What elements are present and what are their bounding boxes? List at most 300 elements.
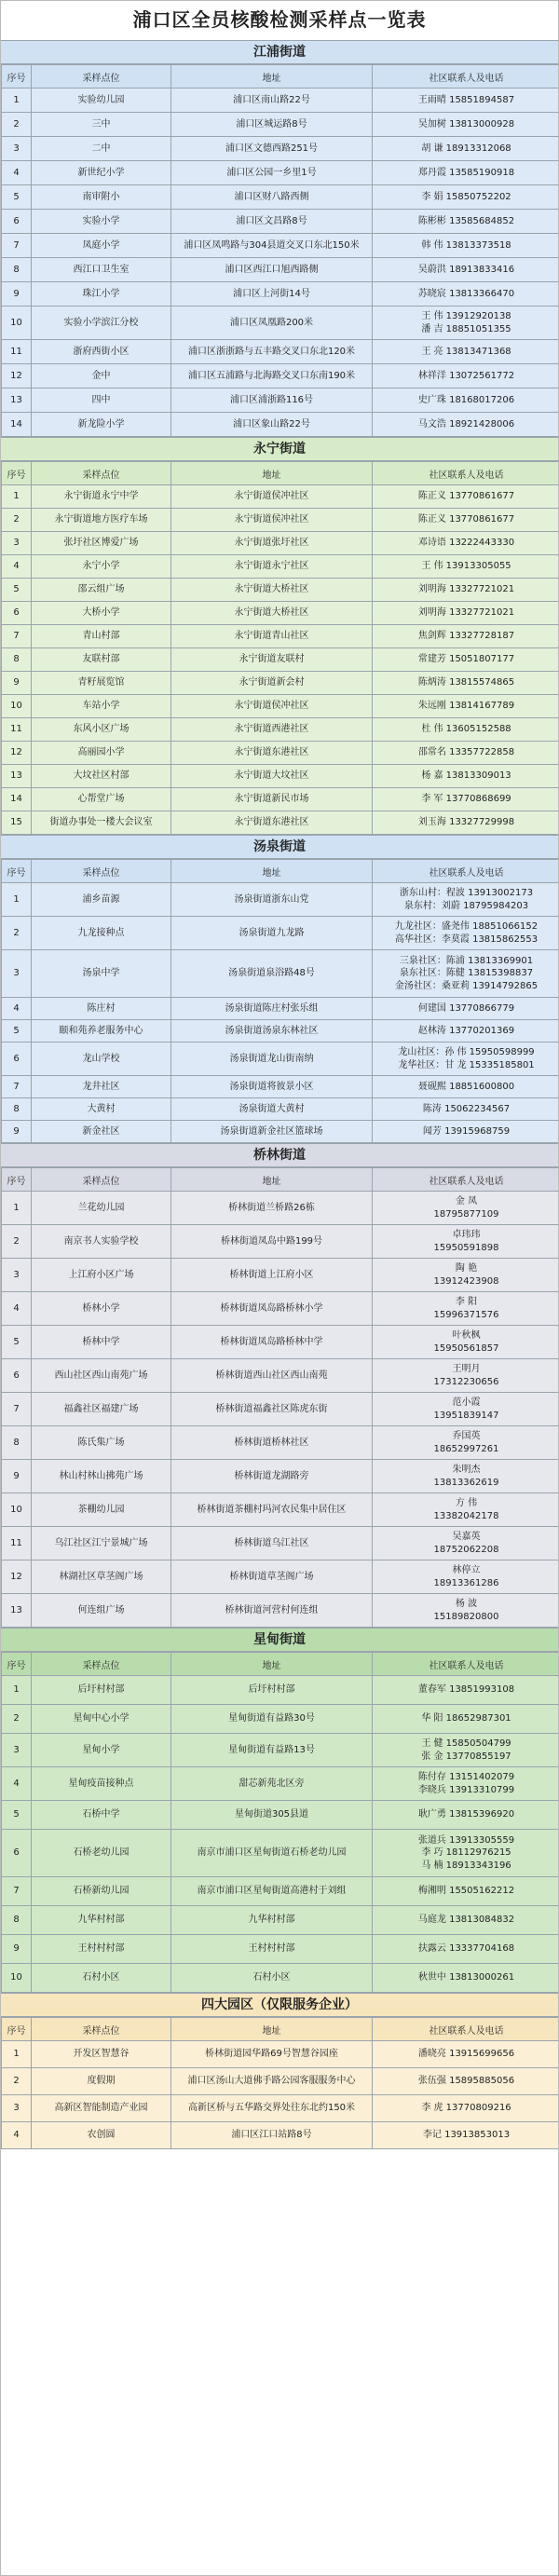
cell-contact: 金 凤 18795877109 xyxy=(373,1192,559,1225)
table-row xyxy=(2,1098,559,1121)
cell-address: 王村村村部 xyxy=(171,1935,373,1964)
cell-no: 5 xyxy=(2,579,32,602)
cell-address: 桥林街道河营村何连组 xyxy=(171,1594,373,1628)
table-row xyxy=(2,258,559,282)
cell-no: 11 xyxy=(2,1527,32,1561)
cell-no: 7 xyxy=(2,1076,32,1098)
table-row xyxy=(2,1043,559,1076)
district-section-tangquan xyxy=(1,835,558,1143)
cell-address: 桥林街道乌江社区 xyxy=(171,1527,373,1561)
cell-no: 3 xyxy=(2,2095,32,2122)
cell-contact: 李 军 13770868699 xyxy=(373,788,559,811)
cell-contact: 何建国 13770866779 xyxy=(373,998,559,1020)
cell-address: 浦口区浦浙路116号 xyxy=(171,388,373,413)
cell-contact: 邓诗语 13222443330 xyxy=(373,532,559,555)
cell-address: 桥林街道草茎阁广场 xyxy=(171,1561,373,1594)
site-table xyxy=(1,461,559,835)
table-row xyxy=(2,998,559,1020)
cell-no: 6 xyxy=(2,210,32,234)
cell-no: 7 xyxy=(2,1877,32,1906)
cell-site: 星甸中心小学 xyxy=(32,1705,171,1734)
cell-address: 桥林街道凤岛路桥林中学 xyxy=(171,1326,373,1359)
cell-contact: 陈付存 13151402079 李晓兵 13913310799 xyxy=(373,1767,559,1801)
table-row xyxy=(2,1326,559,1359)
cell-contact: 九龙社区：盛尧伟 18851066152 高华社区：李莫霞 13815862553 xyxy=(373,917,559,950)
cell-address: 星甸街道305县道 xyxy=(171,1801,373,1830)
cell-contact: 王雨晴 15851894587 xyxy=(373,89,559,113)
table-row xyxy=(2,1527,559,1561)
cell-no: 13 xyxy=(2,388,32,413)
cell-site: 南京书人实验学校 xyxy=(32,1225,171,1259)
cell-no: 11 xyxy=(2,340,32,364)
table-row xyxy=(2,1767,559,1801)
header-address: 地址 xyxy=(171,1168,373,1192)
table-row xyxy=(2,765,559,788)
cell-no: 8 xyxy=(2,648,32,672)
cell-site: 实验幼儿园 xyxy=(32,89,171,113)
cell-contact: 马文浩 18921428006 xyxy=(373,413,559,437)
cell-address: 永宁街道张圩社区 xyxy=(171,532,373,555)
cell-address: 南京市浦口区星甸街道石桥老幼儿园 xyxy=(171,1830,373,1877)
cell-contact: 王 伟 13912920138 潘 吉 18851051355 xyxy=(373,307,559,340)
header-contact: 社区联系人及电话 xyxy=(373,462,559,485)
cell-no: 9 xyxy=(2,1460,32,1493)
cell-site: 度假期 xyxy=(32,2068,171,2095)
header-site: 采样点位 xyxy=(32,65,171,89)
header-no: 序号 xyxy=(2,462,32,485)
cell-site: 大桥小学 xyxy=(32,602,171,625)
cell-no: 10 xyxy=(2,1493,32,1527)
cell-site: 林山村林山拂苑广场 xyxy=(32,1460,171,1493)
cell-contact: 刘明海 13327721021 xyxy=(373,579,559,602)
cell-address: 浦口区南山路22号 xyxy=(171,89,373,113)
cell-site: 兰花幼儿园 xyxy=(32,1192,171,1225)
table-row xyxy=(2,718,559,742)
cell-address: 永宁街道侯冲社区 xyxy=(171,509,373,532)
cell-contact: 方 伟 13382042178 xyxy=(373,1493,559,1527)
cell-site: 新金社区 xyxy=(32,1121,171,1143)
cell-contact: 朱远刚 13814167789 xyxy=(373,695,559,718)
cell-address: 星甸街道有益路13号 xyxy=(171,1734,373,1767)
header-address: 地址 xyxy=(171,462,373,485)
cell-contact: 杜 伟 13605152588 xyxy=(373,718,559,742)
cell-no: 6 xyxy=(2,602,32,625)
table-row xyxy=(2,579,559,602)
table-row xyxy=(2,1676,559,1705)
cell-contact: 卓玮玮 15950591898 xyxy=(373,1225,559,1259)
cell-address: 浦口区文昌路8号 xyxy=(171,210,373,234)
table-row xyxy=(2,364,559,388)
table-row xyxy=(2,388,559,413)
site-table xyxy=(1,1167,559,1628)
cell-address: 高新区桥与五华路交界处往东北约150米 xyxy=(171,2095,373,2122)
cell-no: 2 xyxy=(2,509,32,532)
cell-address: 汤泉街道将彼景小区 xyxy=(171,1076,373,1098)
cell-contact: 刘玉海 13327729998 xyxy=(373,811,559,835)
cell-address: 浦口区五浦路与北海路交叉口东南190米 xyxy=(171,364,373,388)
cell-site: 星甸疫苗接种点 xyxy=(32,1767,171,1801)
header-address: 地址 xyxy=(171,65,373,89)
cell-address: 桥林街道西山社区西山南苑 xyxy=(171,1359,373,1393)
cell-site: 新世纪小学 xyxy=(32,161,171,185)
cell-address: 浦口区象山路22号 xyxy=(171,413,373,437)
cell-contact: 陶 艳 13912423908 xyxy=(373,1259,559,1292)
district-section-parks xyxy=(1,1993,558,2149)
cell-no: 9 xyxy=(2,672,32,695)
cell-site: 浙府西街小区 xyxy=(32,340,171,364)
cell-address: 永宁街道侯冲社区 xyxy=(171,485,373,509)
table-row xyxy=(2,282,559,307)
site-table xyxy=(1,64,559,437)
cell-site: 永宁街道地方医疗车场 xyxy=(32,509,171,532)
cell-site: 何连组广场 xyxy=(32,1594,171,1628)
table-row xyxy=(2,1561,559,1594)
cell-site: 农创圆 xyxy=(32,2122,171,2149)
cell-site: 福鑫社区福建广场 xyxy=(32,1393,171,1426)
cell-site: 九华村村部 xyxy=(32,1906,171,1935)
cell-address: 桥林街道上江府小区 xyxy=(171,1259,373,1292)
cell-site: 四中 xyxy=(32,388,171,413)
table-row xyxy=(2,2068,559,2095)
cell-no: 4 xyxy=(2,161,32,185)
cell-address: 桥林街道龙湖路旁 xyxy=(171,1460,373,1493)
cell-contact: 邵常名 13357722858 xyxy=(373,742,559,765)
table-row xyxy=(2,2041,559,2068)
table-row xyxy=(2,185,559,210)
table-row xyxy=(2,2095,559,2122)
district-section-jiangpu xyxy=(1,40,558,437)
table-header-row xyxy=(2,860,559,883)
cell-address: 星甸街道有益路30号 xyxy=(171,1705,373,1734)
cell-contact: 常建芳 15051807177 xyxy=(373,648,559,672)
cell-address: 桥林街道福鑫社区陈虎东街 xyxy=(171,1393,373,1426)
cell-address: 汤泉街道泉浴路48号 xyxy=(171,950,373,998)
cell-site: 桥林中学 xyxy=(32,1326,171,1359)
header-contact: 社区联系人及电话 xyxy=(373,1168,559,1192)
cell-contact: 李 娟 15850752202 xyxy=(373,185,559,210)
header-contact: 社区联系人及电话 xyxy=(373,860,559,883)
cell-no: 1 xyxy=(2,485,32,509)
table-row xyxy=(2,602,559,625)
cell-address: 永宁街道永宁社区 xyxy=(171,555,373,579)
cell-site: 街道办事处一楼大会议室 xyxy=(32,811,171,835)
cell-no: 6 xyxy=(2,1830,32,1877)
cell-no: 2 xyxy=(2,113,32,137)
cell-address: 永宁街道东港社区 xyxy=(171,742,373,765)
cell-no: 7 xyxy=(2,625,32,648)
cell-no: 3 xyxy=(2,1259,32,1292)
cell-contact: 聂砚熙 18851600800 xyxy=(373,1076,559,1098)
cell-site: 九龙接种点 xyxy=(32,917,171,950)
cell-site: 汤泉中学 xyxy=(32,950,171,998)
cell-contact: 浙东山村：程波 13913002173 泉东村：刘蔚 18795984203 xyxy=(373,883,559,917)
header-no: 序号 xyxy=(2,860,32,883)
district-section-xingdian xyxy=(1,1628,558,1993)
cell-site: 开发区智慧谷 xyxy=(32,2041,171,2068)
table-row xyxy=(2,340,559,364)
cell-site: 新龙险小学 xyxy=(32,413,171,437)
cell-contact: 吴加树 13813000928 xyxy=(373,113,559,137)
table-header-row xyxy=(2,2018,559,2041)
cell-address: 汤泉街道陈庄村张乐组 xyxy=(171,998,373,1020)
cell-site: 心帮堂广场 xyxy=(32,788,171,811)
cell-site: 石村小区 xyxy=(32,1964,171,1993)
table-row xyxy=(2,1877,559,1906)
cell-address: 永宁街道青山社区 xyxy=(171,625,373,648)
cell-contact: 吴蔚洪 18913833416 xyxy=(373,258,559,282)
cell-no: 9 xyxy=(2,1935,32,1964)
cell-address: 永宁街道东港社区 xyxy=(171,811,373,835)
table-row xyxy=(2,161,559,185)
site-table xyxy=(1,2017,559,2149)
table-row xyxy=(2,1801,559,1830)
table-header-row xyxy=(2,1168,559,1192)
cell-contact: 耿广勇 13815396920 xyxy=(373,1801,559,1830)
site-table xyxy=(1,859,559,1143)
district-section-qiaolin xyxy=(1,1143,558,1628)
cell-no: 10 xyxy=(2,307,32,340)
cell-address: 浦口区浙浙路与五丰路交叉口东北120米 xyxy=(171,340,373,364)
cell-no: 2 xyxy=(2,1225,32,1259)
table-row xyxy=(2,1460,559,1493)
cell-site: 陈庄村 xyxy=(32,998,171,1020)
cell-no: 1 xyxy=(2,2041,32,2068)
cell-site: 青山村部 xyxy=(32,625,171,648)
cell-no: 8 xyxy=(2,1426,32,1460)
cell-no: 13 xyxy=(2,765,32,788)
cell-site: 张圩社区博爱广场 xyxy=(32,532,171,555)
cell-no: 5 xyxy=(2,1326,32,1359)
cell-no: 12 xyxy=(2,1561,32,1594)
cell-contact: 焦剑辉 13327728187 xyxy=(373,625,559,648)
cell-site: 大黄村 xyxy=(32,1098,171,1121)
cell-contact: 王明月 17312230656 xyxy=(373,1359,559,1393)
cell-contact: 马庭龙 13813084832 xyxy=(373,1906,559,1935)
cell-no: 2 xyxy=(2,917,32,950)
cell-site: 王村村村部 xyxy=(32,1935,171,1964)
cell-site: 实验小学 xyxy=(32,210,171,234)
cell-contact: 华 阳 18652987301 xyxy=(373,1705,559,1734)
cell-site: 西江口卫生室 xyxy=(32,258,171,282)
cell-address: 永宁街道新民市场 xyxy=(171,788,373,811)
cell-contact: 杨 嘉 13813309013 xyxy=(373,765,559,788)
cell-contact: 朱明杰 13813362619 xyxy=(373,1460,559,1493)
cell-contact: 杨 波 15189820800 xyxy=(373,1594,559,1628)
cell-no: 9 xyxy=(2,1121,32,1143)
cell-site: 凤庭小学 xyxy=(32,234,171,258)
cell-no: 3 xyxy=(2,137,32,161)
cell-no: 5 xyxy=(2,1020,32,1043)
header-no: 序号 xyxy=(2,2018,32,2041)
section-title: 江浦街道 xyxy=(1,40,558,64)
cell-address: 永宁街道大桥社区 xyxy=(171,602,373,625)
cell-address: 浦口区文德西路251号 xyxy=(171,137,373,161)
cell-address: 永宁街道侯冲社区 xyxy=(171,695,373,718)
header-site: 采样点位 xyxy=(32,1653,171,1676)
cell-no: 3 xyxy=(2,532,32,555)
cell-contact: 秋世中 13813000261 xyxy=(373,1964,559,1993)
cell-no: 12 xyxy=(2,364,32,388)
cell-no: 15 xyxy=(2,811,32,835)
cell-site: 二中 xyxy=(32,137,171,161)
cell-site: 林湖社区草茎阁广场 xyxy=(32,1561,171,1594)
cell-no: 10 xyxy=(2,1964,32,1993)
table-row xyxy=(2,532,559,555)
cell-no: 4 xyxy=(2,555,32,579)
header-site: 采样点位 xyxy=(32,462,171,485)
cell-address: 浦口区汤山大道佛手路公园客服服务中心 xyxy=(171,2068,373,2095)
header-no: 序号 xyxy=(2,65,32,89)
cell-address: 永宁街道西港社区 xyxy=(171,718,373,742)
site-table xyxy=(1,1652,559,1993)
cell-contact: 陈正义 13770861677 xyxy=(373,509,559,532)
cell-address: 永宁街道新会村 xyxy=(171,672,373,695)
cell-contact: 刘明海 13327721021 xyxy=(373,602,559,625)
table-row xyxy=(2,811,559,835)
cell-site: 龙山学校 xyxy=(32,1043,171,1076)
cell-site: 高新区智能制造产业园 xyxy=(32,2095,171,2122)
cell-site: 三中 xyxy=(32,113,171,137)
cell-contact: 陈涛 15062234567 xyxy=(373,1098,559,1121)
cell-contact: 林停立 18913361286 xyxy=(373,1561,559,1594)
cell-address: 浦口区凤鸣路与304县道交叉口东北150米 xyxy=(171,234,373,258)
table-row xyxy=(2,1020,559,1043)
cell-no: 1 xyxy=(2,1192,32,1225)
cell-address: 浦口区江口站路8号 xyxy=(171,2122,373,2149)
cell-contact: 潘晓亮 13915699656 xyxy=(373,2041,559,2068)
cell-no: 10 xyxy=(2,695,32,718)
table-row xyxy=(2,1594,559,1628)
cell-contact: 叶秋枫 15950561857 xyxy=(373,1326,559,1359)
table-row xyxy=(2,950,559,998)
header-address: 地址 xyxy=(171,1653,373,1676)
cell-address: 九华村村部 xyxy=(171,1906,373,1935)
cell-no: 4 xyxy=(2,2122,32,2149)
cell-site: 实验小学滨江分校 xyxy=(32,307,171,340)
cell-site: 高丽园小学 xyxy=(32,742,171,765)
cell-contact: 董春军 13851993108 xyxy=(373,1676,559,1705)
table-row xyxy=(2,210,559,234)
cell-no: 11 xyxy=(2,718,32,742)
header-no: 序号 xyxy=(2,1653,32,1676)
cell-no: 2 xyxy=(2,2068,32,2095)
table-row xyxy=(2,485,559,509)
cell-no: 9 xyxy=(2,282,32,307)
table-row xyxy=(2,1964,559,1993)
cell-no: 6 xyxy=(2,1359,32,1393)
cell-contact: 李记 13913853013 xyxy=(373,2122,559,2149)
cell-contact: 龙山社区：孙 伟 15950598999 龙华社区：甘 龙 15335185801 xyxy=(373,1043,559,1076)
cell-no: 4 xyxy=(2,998,32,1020)
cell-site: 珠江小学 xyxy=(32,282,171,307)
cell-contact: 三泉社区：陈浦 13813369901 泉东社区：陈健 13815398837 金汤社区：桑亚莉 13914792865 xyxy=(373,950,559,998)
cell-site: 南审附小 xyxy=(32,185,171,210)
cell-no: 5 xyxy=(2,185,32,210)
table-row xyxy=(2,1426,559,1460)
header-contact: 社区联系人及电话 xyxy=(373,1653,559,1676)
cell-address: 桥林街道凤岛路桥林小学 xyxy=(171,1292,373,1326)
cell-site: 陈氏集广场 xyxy=(32,1426,171,1460)
table-row xyxy=(2,2122,559,2149)
cell-contact: 赵林涛 13770201369 xyxy=(373,1020,559,1043)
cell-contact: 苏晓宸 13813366470 xyxy=(373,282,559,307)
cell-site: 乌江社区江宁景城广场 xyxy=(32,1527,171,1561)
cell-contact: 张道兵 13913305559 李 巧 18112976215 马 楠 18913343196 xyxy=(373,1830,559,1877)
cell-address: 浦口区西江口旭西路侧 xyxy=(171,258,373,282)
table-row xyxy=(2,788,559,811)
cell-site: 大坟社区村部 xyxy=(32,765,171,788)
cell-site: 永宁小学 xyxy=(32,555,171,579)
header-contact: 社区联系人及电话 xyxy=(373,65,559,89)
cell-no: 3 xyxy=(2,1734,32,1767)
table-row xyxy=(2,625,559,648)
cell-no: 1 xyxy=(2,1676,32,1705)
header-contact: 社区联系人及电话 xyxy=(373,2018,559,2041)
cell-contact: 王 亮 13813471368 xyxy=(373,340,559,364)
section-title: 桥林街道 xyxy=(1,1143,558,1167)
cell-site: 桥林小学 xyxy=(32,1292,171,1326)
cell-site: 石桥中学 xyxy=(32,1801,171,1830)
header-site: 采样点位 xyxy=(32,1168,171,1192)
cell-contact: 乔国英 18652997261 xyxy=(373,1426,559,1460)
cell-contact: 陈彬彬 13585684852 xyxy=(373,210,559,234)
table-row xyxy=(2,1076,559,1098)
cell-site: 车站小学 xyxy=(32,695,171,718)
table-row xyxy=(2,509,559,532)
cell-address: 南京市浦口区星甸街道高港村于刘组 xyxy=(171,1877,373,1906)
cell-no: 4 xyxy=(2,1292,32,1326)
cell-address: 汤泉街道九龙路 xyxy=(171,917,373,950)
cell-address: 浦口区公园一乡里1号 xyxy=(171,161,373,185)
cell-site: 东风小区广场 xyxy=(32,718,171,742)
cell-address: 桥林街道凤岛中路199号 xyxy=(171,1225,373,1259)
cell-contact: 吴嘉英 18752062208 xyxy=(373,1527,559,1561)
cell-no: 6 xyxy=(2,1043,32,1076)
cell-no: 12 xyxy=(2,742,32,765)
cell-contact: 韩 伟 13813373518 xyxy=(373,234,559,258)
section-title: 四大园区（仅限服务企业） xyxy=(1,1993,558,2017)
header-site: 采样点位 xyxy=(32,2018,171,2041)
table-row xyxy=(2,1906,559,1935)
header-address: 地址 xyxy=(171,2018,373,2041)
cell-no: 3 xyxy=(2,950,32,998)
table-row xyxy=(2,1705,559,1734)
cell-contact: 林祥洋 13072561772 xyxy=(373,364,559,388)
cell-address: 桥林街道园华路69号智慧谷园座 xyxy=(171,2041,373,2068)
section-title: 永宁街道 xyxy=(1,437,558,461)
section-title: 汤泉街道 xyxy=(1,835,558,859)
cell-no: 8 xyxy=(2,1906,32,1935)
table-header-row xyxy=(2,1653,559,1676)
cell-address: 石村小区 xyxy=(171,1964,373,1993)
cell-site: 颐和苑养老服务中心 xyxy=(32,1020,171,1043)
header-address: 地址 xyxy=(171,860,373,883)
cell-contact: 李 阳 15996371576 xyxy=(373,1292,559,1326)
table-row xyxy=(2,648,559,672)
table-row xyxy=(2,1830,559,1877)
cell-site: 浦乡苗源 xyxy=(32,883,171,917)
header-site: 采样点位 xyxy=(32,860,171,883)
cell-site: 青籽展览馆 xyxy=(32,672,171,695)
cell-contact: 范小霞 13951839147 xyxy=(373,1393,559,1426)
table-row xyxy=(2,555,559,579)
cell-site: 友联村部 xyxy=(32,648,171,672)
table-row xyxy=(2,1359,559,1393)
cell-address: 后圩村村部 xyxy=(171,1676,373,1705)
cell-site: 上江府小区广场 xyxy=(32,1259,171,1292)
cell-contact: 王 伟 13913305055 xyxy=(373,555,559,579)
cell-site: 西山社区西山南苑广场 xyxy=(32,1359,171,1393)
